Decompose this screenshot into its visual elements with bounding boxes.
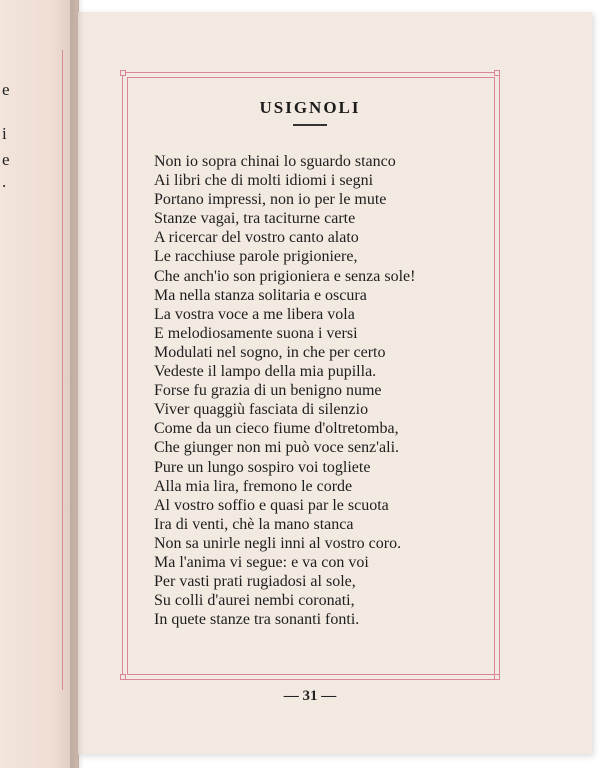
poem-line: Portano impressi, non io per le mute: [154, 191, 387, 209]
poem-line: Pure un lungo sospiro voi togliete: [154, 458, 371, 476]
poem-line: Ai libri che di molti idiomi i segni: [154, 172, 374, 190]
book-spine-shadow: [70, 0, 84, 768]
border-corner-ornament: [120, 70, 126, 76]
poem-line: Alla mia lira, fremono le corde: [154, 477, 353, 495]
poem-line: Non io sopra chinai lo sguardo stanco: [154, 153, 396, 170]
poem-line: Che anch'io son prigioniera e senza sole!: [154, 267, 416, 285]
left-page-text-fragment: .: [2, 172, 7, 191]
poem-line: Ira di venti, chè la mano stanca: [154, 515, 354, 533]
poem-line: Stanze vagai, tra taciturne carte: [154, 210, 356, 228]
poem-body: [154, 152, 415, 629]
poem-line: La vostra voce a me libera vola: [154, 305, 355, 323]
poem-line: Al vostro soffio e quasi par le scuota: [154, 496, 389, 514]
poem-line: Modulati nel sogno, in che per certo: [154, 343, 386, 361]
poem-line: Che giunger non mi può voce senz'ali.: [154, 439, 400, 457]
left-page-text-fragment: i: [2, 124, 7, 143]
page-number: — 31 —: [283, 688, 337, 704]
border-corner-ornament: [494, 70, 500, 76]
poem-line: Ma nella stanza solitaria e oscura: [154, 286, 367, 304]
poem-title: USIGNOLI: [259, 98, 361, 117]
poem-line: E melodiosamente suona i versi: [154, 324, 358, 342]
poem-line: In quete stanze tra sonanti fonti.: [154, 611, 360, 629]
left-page-frame: [0, 50, 63, 690]
poem-line: Le racchiuse parole prigioniere,: [154, 248, 358, 266]
border-corner-ornament: [120, 674, 126, 680]
left-page: [0, 0, 79, 768]
poem-line: Ma l'anima vi segue: e va con voi: [154, 553, 369, 571]
poem-line: A ricercar del vostro canto alato: [154, 229, 359, 247]
left-page-text-fragment: e: [2, 150, 10, 169]
poem-line: Per vasti prati rugiadosi al sole,: [154, 573, 356, 591]
poem-line: Vedeste il lampo della mia pupilla.: [154, 363, 377, 381]
poem-line: Su colli d'aurei nembi coronati,: [154, 592, 355, 610]
poem-line: Viver quaggiù fasciata di silenzio: [154, 401, 369, 419]
title-rule: [293, 124, 327, 126]
poem-line: Forse fu grazia di un benigno nume: [154, 382, 382, 400]
left-page-text-fragment: e: [2, 80, 10, 99]
poem-line: Come da un cieco fiume d'oltretomba,: [154, 420, 399, 438]
border-corner-ornament: [494, 674, 500, 680]
poem-line: Non sa unirle negli inni al vostro coro.: [154, 534, 402, 552]
